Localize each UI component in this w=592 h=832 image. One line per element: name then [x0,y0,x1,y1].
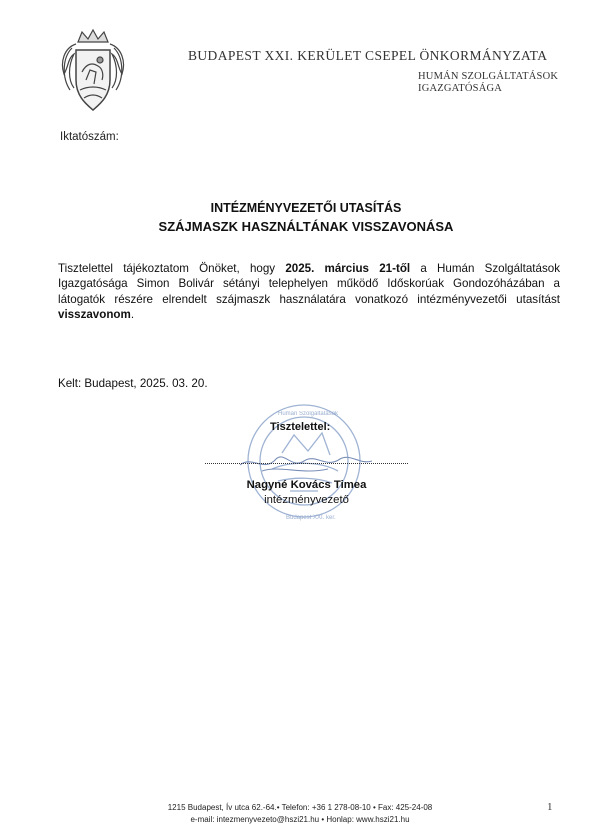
closing-greeting: Tisztelettel: [270,421,331,433]
document-subtitle: SZÁJMASZK HASZNÁLTÁNAK VISSZAVONÁSA [158,219,454,234]
document-title: INTÉZMÉNYVEZETŐI UTASÍTÁS [210,201,402,215]
revocation-word: visszavonom [58,307,131,321]
body-text-part-3: . [130,307,135,321]
svg-text:Humán Szolgáltatások: Humán Szolgáltatások [278,411,339,417]
svg-text:Budapest XXI. ker.: Budapest XXI. ker. [286,515,336,521]
organization-name: BUDAPEST XXI. KERÜLET CSEPEL ÖNKORMÁNYZATA [188,48,548,63]
effective-date: 2025. március 21-től [285,262,411,275]
department-line-1: HUMÁN SZOLGÁLTATÁSOK [418,71,559,82]
footer-contact-line: e-mail: intezmenyvezeto@hszi21.hu • Honlap: www.hszi21.hu [190,815,410,824]
body-text-part-1: Tisztelettel tájékoztatom Önöket, hogy [58,262,286,275]
coat-of-arms-logo [58,28,128,114]
body-text-part-2: a Humán Szolgáltatások Igazgatósága Simon Bolivár sétányi telephelyen működő Időskorúak Gondozóházában a látogatók részére elrendelt szájmaszk használatára vonatkozó intézményvezetői utasítást [58,262,561,306]
page-number: 1 [547,801,553,813]
footer-address-line: 1215 Budapest, Ív utca 62.-64.• Telefon: +36 1 278-08-10 • Fax: 425-24-08 [167,803,433,812]
official-stamp [232,395,382,527]
department-line-2: IGAZGATÓSÁGA [418,83,503,94]
body-paragraph [58,261,560,322]
reference-number-label: Iktatószám: [60,131,119,143]
signature-dotted-line [205,463,408,464]
department-name [418,71,558,95]
signer-title: intézményvezető [264,494,349,506]
date-line: Kelt: Budapest, 2025. 03. 20. [58,377,208,390]
signer-name: Nagyné Kovács Timea [246,479,367,491]
